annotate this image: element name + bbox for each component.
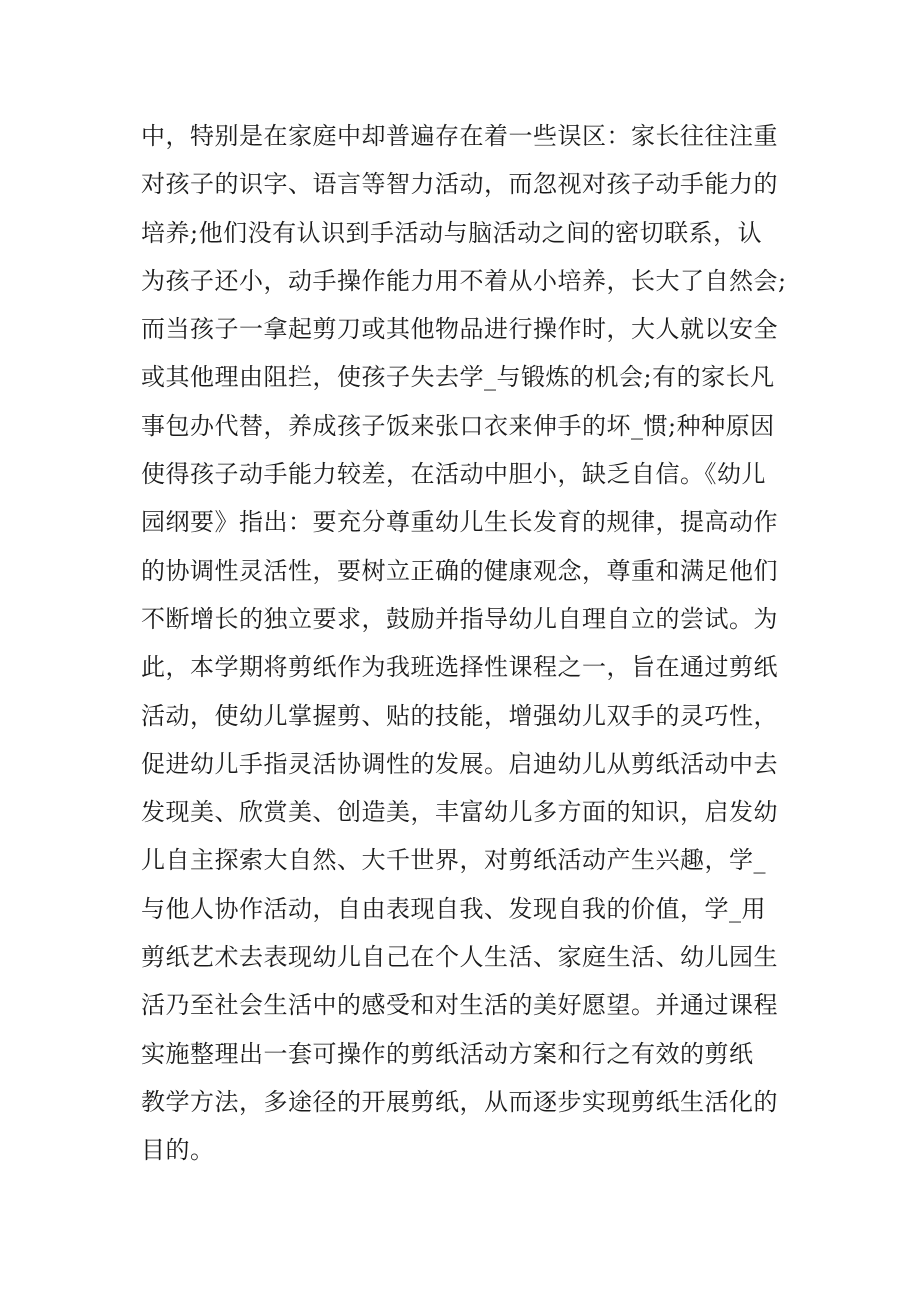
text-line: 为孩子还小，动手操作能力用不着从小培养，长大了自然会;: [141, 266, 787, 295]
text-line: 园纲要》指出：要充分尊重幼儿生长发育的规律，提高动作: [141, 508, 778, 537]
text-line: 事包办代替，养成孩子饭来张口衣来伸手的坏_惯;种种原因: [141, 411, 775, 440]
text-line: 活乃至社会生活中的感受和对生活的美好愿望。并通过课程: [141, 991, 778, 1020]
text-line: 实施整理出一套可操作的剪纸活动方案和行之有效的剪纸: [141, 1039, 754, 1068]
text-line: 与他人协作活动，自由表现自我、发现自我的价值，学_用: [141, 894, 766, 923]
text-line: 剪纸艺术去表现幼儿自己在个人生活、家庭生活、幼儿园生: [141, 943, 778, 972]
text-line: 而当孩子一拿起剪刀或其他物品进行操作时，大人就以安全: [141, 315, 778, 344]
text-line: 对孩子的识字、语言等智力活动，而忽视对孩子动手能力的: [141, 170, 778, 199]
text-line: 的协调性灵活性，要树立正确的健康观念，尊重和满足他们: [141, 556, 778, 585]
text-line: 发现美、欣赏美、创造美，丰富幼儿多方面的知识，启发幼: [141, 798, 778, 827]
text-line: 活动，使幼儿掌握剪、贴的技能，增强幼儿双手的灵巧性，: [141, 701, 778, 730]
text-line: 此，本学期将剪纸作为我班选择性课程之一，旨在通过剪纸: [141, 653, 778, 682]
text-line: 或其他理由阻拦，使孩子失去学_与锻炼的机会;有的家长凡: [141, 363, 775, 392]
text-line: 使得孩子动手能力较差，在活动中胆小，缺乏自信。《幼儿: [141, 460, 766, 489]
text-line: 儿自主探索大自然、大千世界，对剪纸活动产生兴趣，学_: [141, 846, 766, 875]
text-line: 促进幼儿手指灵活协调性的发展。启迪幼儿从剪纸活动中去: [141, 749, 778, 778]
text-line: 目的。: [141, 1136, 215, 1165]
body-paragraph: [141, 112, 791, 1175]
text-line: 教学方法，多途径的开展剪纸，从而逐步实现剪纸生活化的: [141, 1087, 778, 1116]
text-line: 不断增长的独立要求，鼓励并指导幼儿自理自立的尝试。为: [141, 604, 778, 633]
text-line: 中，特别是在家庭中却普遍存在着一些误区：家长往往注重: [141, 122, 778, 150]
text-line: 培养;他们没有认识到手活动与脑活动之间的密切联系，认: [141, 218, 763, 247]
